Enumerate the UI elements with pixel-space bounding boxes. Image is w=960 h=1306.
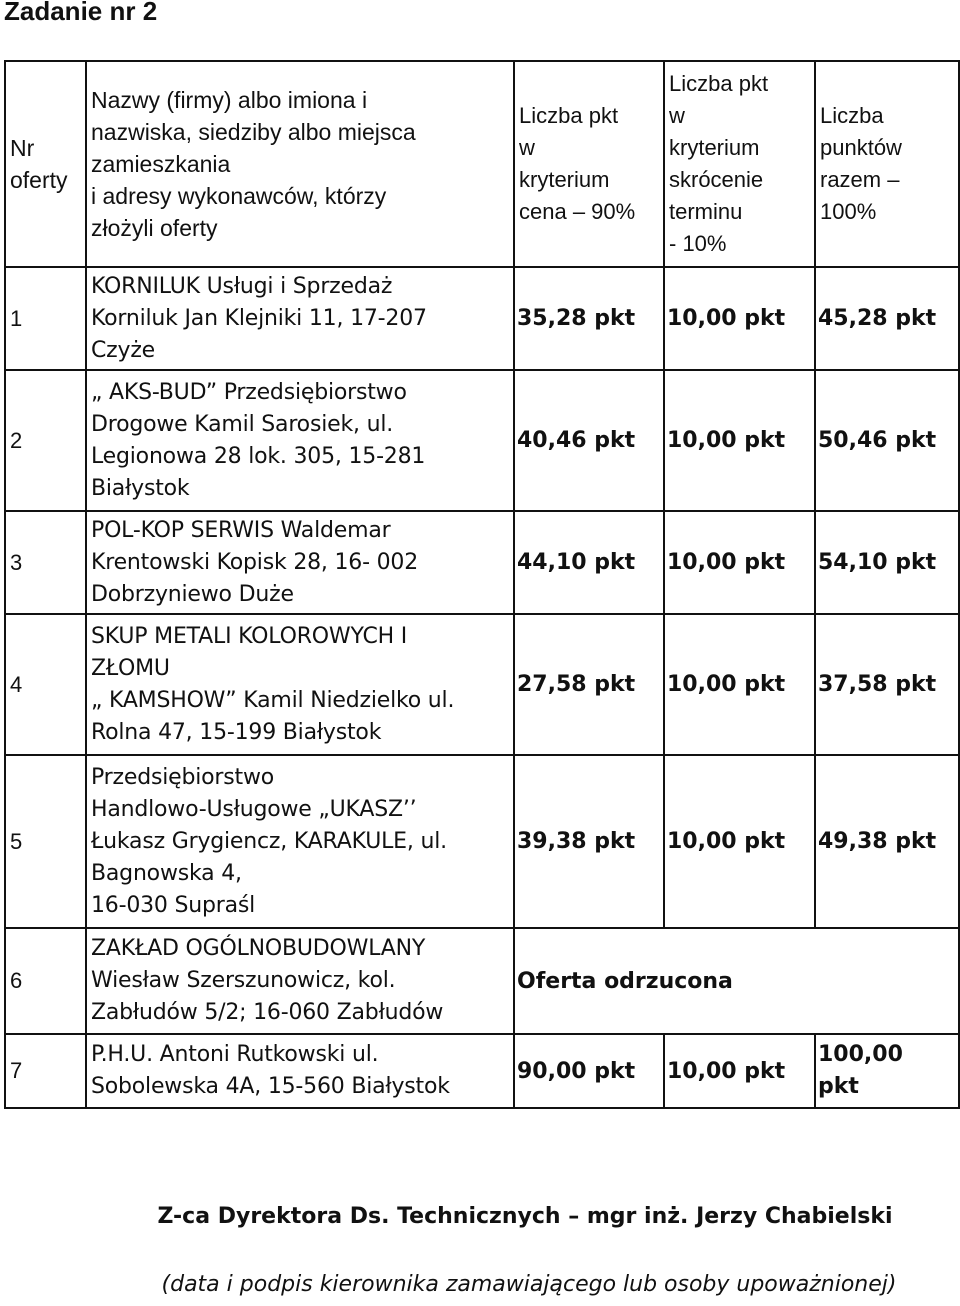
- signature-caption: (data i podpis kierownika zamawiającego lub osoby upoważnionej): [161, 1272, 897, 1297]
- signatory-name: Z-ca Dyrektora Ds. Technicznych – mgr inż. Jerzy Chabielski: [157, 1204, 893, 1229]
- offer-number: 6: [5, 928, 86, 1034]
- table-row: [5, 267, 959, 370]
- total-points: 50,46 pkt: [815, 370, 959, 511]
- offer-number: 2: [5, 370, 86, 511]
- term-points: 10,00 pkt: [664, 267, 815, 370]
- term-points: 10,00 pkt: [664, 511, 815, 614]
- contractor-name: KORNILUK Usługi i Sprzedaż Korniluk Jan Klejniki 11, 17-207 Czyże: [86, 267, 514, 370]
- term-points: 10,00 pkt: [664, 370, 815, 511]
- price-points: 35,28 pkt: [514, 267, 664, 370]
- total-points: 49,38 pkt: [815, 755, 959, 928]
- contractor-name: ZAKŁAD OGÓLNOBUDOWLANY Wiesław Szerszunowicz, kol. Zabłudów 5/2; 16-060 Zabłudów: [86, 928, 514, 1034]
- price-points: 27,58 pkt: [514, 614, 664, 755]
- offer-number: 5: [5, 755, 86, 928]
- offer-number: 7: [5, 1034, 86, 1108]
- contractor-name: POL-KOP SERWIS Waldemar Krentowski Kopisk 28, 16- 002 Dobrzyniewo Duże: [86, 511, 514, 614]
- contractor-name: Przedsiębiorstwo Handlowo-Usługowe „UKASZ’’ Łukasz Grygiencz, KARAKULE, ul. Bagnowska 4, 16-030 Supraśl: [86, 755, 514, 928]
- table-row: [5, 928, 959, 1034]
- term-points: 10,00 pkt: [664, 1034, 815, 1108]
- price-points: 39,38 pkt: [514, 755, 664, 928]
- price-points: 40,46 pkt: [514, 370, 664, 511]
- header-contractor-name: Nazwy (firmy) albo imiona i nazwiska, siedziby albo miejsca zamieszkania i adresy wykonawców, którzy złożyli oferty: [86, 61, 514, 267]
- offers-table: [4, 60, 960, 1109]
- header-total-points: Liczba punktów razem – 100%: [815, 61, 959, 267]
- table-row: [5, 370, 959, 511]
- contractor-name: „ AKS-BUD” Przedsiębiorstwo Drogowe Kamil Sarosiek, ul. Legionowa 28 lok. 305, 15-281 Białystok: [86, 370, 514, 511]
- price-points: 90,00 pkt: [514, 1034, 664, 1108]
- contractor-name: SKUP METALI KOLOROWYCH I ZŁOMU „ KAMSHOW” Kamil Niedzielko ul. Rolna 47, 15-199 Białystok: [86, 614, 514, 755]
- total-points: 100,00 pkt: [815, 1034, 959, 1108]
- header-offer-number: Nr oferty: [5, 61, 86, 267]
- total-points: 45,28 pkt: [815, 267, 959, 370]
- price-points: 44,10 pkt: [514, 511, 664, 614]
- term-points: 10,00 pkt: [664, 755, 815, 928]
- header-term-points: Liczba pkt w kryterium skrócenie terminu - 10%: [664, 61, 815, 267]
- total-points: 54,10 pkt: [815, 511, 959, 614]
- term-points: 10,00 pkt: [664, 614, 815, 755]
- table-row: [5, 755, 959, 928]
- contractor-name: P.H.U. Antoni Rutkowski ul. Sobolewska 4A, 15-560 Białystok: [86, 1034, 514, 1108]
- offer-number: 3: [5, 511, 86, 614]
- rejected-offer-label: Oferta odrzucona: [514, 928, 959, 1034]
- offer-number: 1: [5, 267, 86, 370]
- table-row: [5, 511, 959, 614]
- offer-number: 4: [5, 614, 86, 755]
- table-row: [5, 614, 959, 755]
- table-header-row: [5, 61, 959, 267]
- header-price-points: Liczba pkt w kryterium cena – 90%: [514, 61, 664, 267]
- table-row: [5, 1034, 959, 1108]
- total-points: 37,58 pkt: [815, 614, 959, 755]
- document-title: Zadanie nr 2: [4, 0, 158, 26]
